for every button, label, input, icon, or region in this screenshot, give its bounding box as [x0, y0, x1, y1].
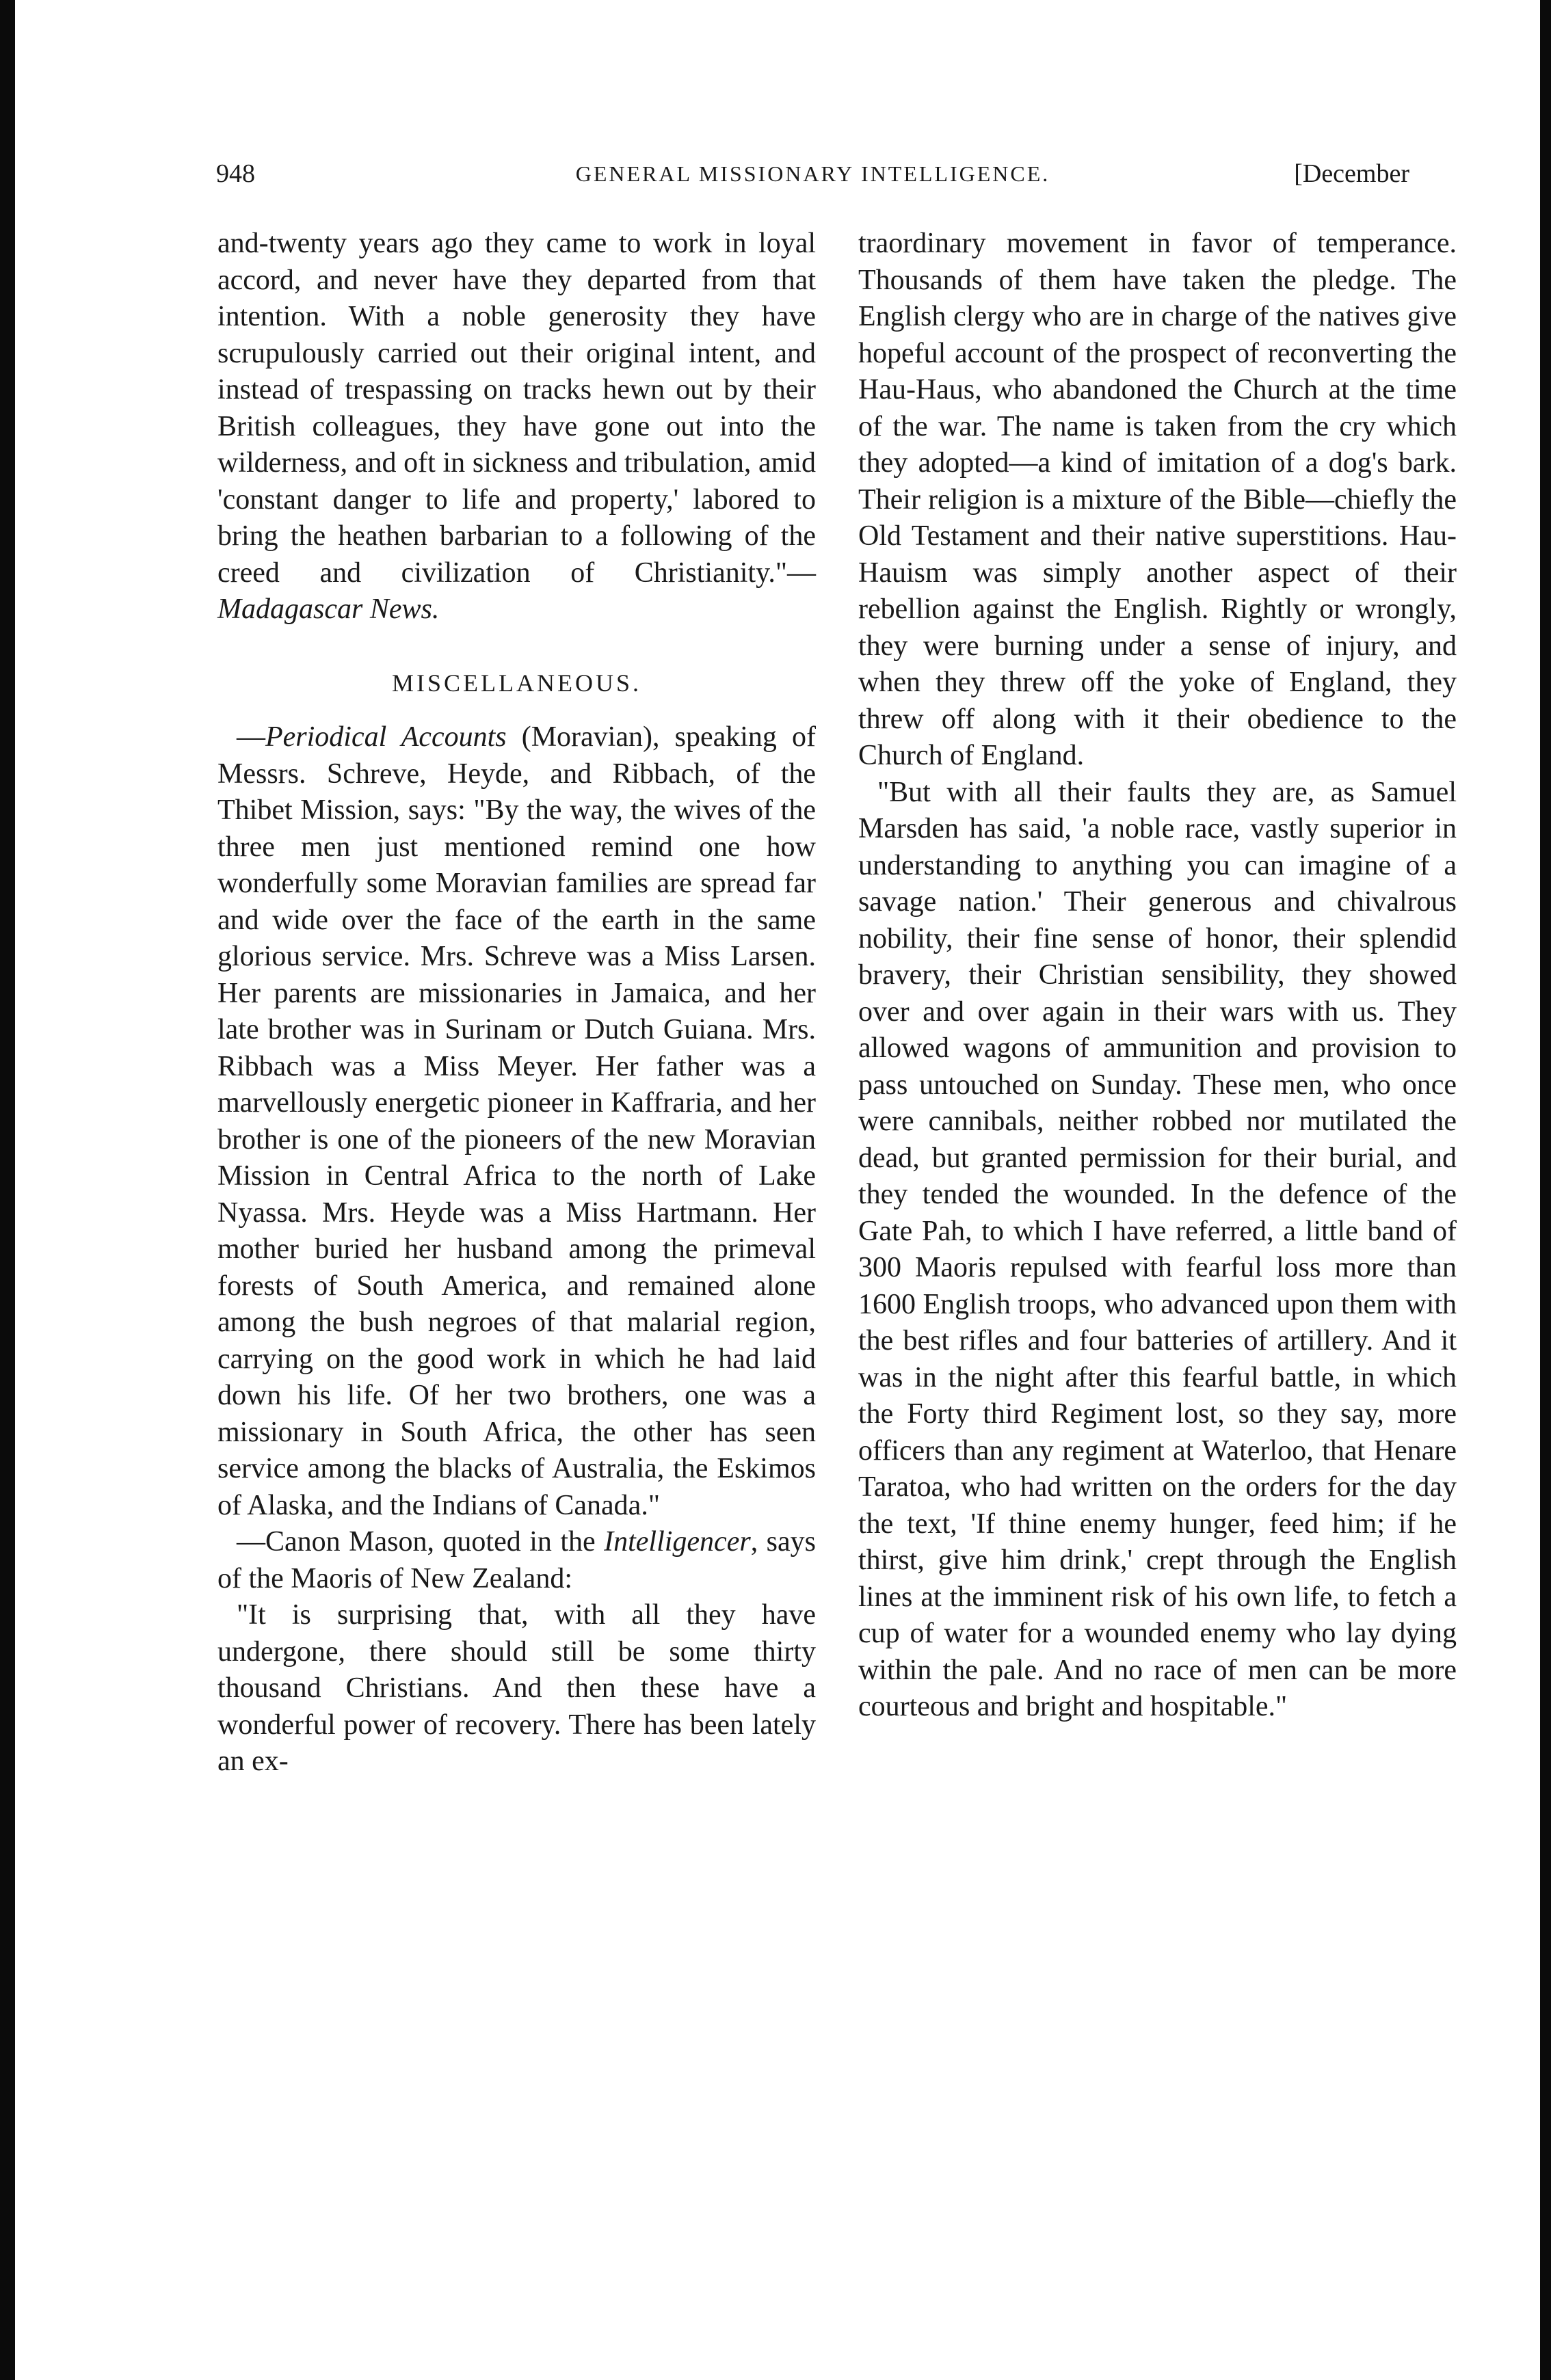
- right-paragraph-2: "But with all their faults they are, as Samuel Marsden has said, 'a noble race, vastly superior in understanding to anything you can imagine of a savage nation.' Their generous and chivalrous nobility, their fine sense of honor, their splendid bravery, their Christian sensibility, they showed over and over again in their wars with us. They allowed wagons of ammunition and provision to pass untouched on Sunday. These men, who once were cannibals, neither robbed nor mutilated the dead, but granted permission for their burial, and they tended the wounded. In the defence of the Gate Pah, to which I have referred, a little band of 300 Maoris repulsed with fearful loss more than 1600 English troops, who advanced upon them with the best rifles and four batteries of artillery. And it was in the night after this fearful battle, in which the Forty third Regiment lost, so they say, more officers than any regiment at Waterloo, that Henare Taratoa, who had written on the orders for the day the text, 'If thine enemy hunger, feed him; if he thirst, give him drink,' crept through the English lines at the imminent risk of his own life, to fetch a cup of water for a wounded enemy who lay dying within the pale. And no race of men can be more courteous and bright and hospitable.": [858, 776, 1457, 1722]
- left-paragraph-3: [217, 1524, 816, 1597]
- right-paragraph-1: traordinary movement in favor of temperance. Thousands of them have taken the pledge. The English clergy who are in charge of the natives give hopeful account of the prospect of reconverting the Hau-Haus, who abandoned the Church at the time of the war. The name is taken from the cry which they adopted—a kind of imitation of a dog's bark. Their religion is a mixture of the Bible—chiefly the Old Testament and their native superstitions. Hau-Hauism was simply another aspect of their rebellion against the English. Rightly or wrongly, they were burning under a sense of injury, and when they threw off the yoke of England, they threw off along with it their obedience to the Church of England.: [858, 228, 1457, 771]
- canon-mason-lead: —Canon Mason, quoted in the: [237, 1526, 605, 1557]
- madagascar-quote-body: and-twenty years ago they came to work in loyal accord, and never have they departed from that intention. With a noble generosity they have scrupulously carried out their original intent, and instead of trespassing on tracks hewn out by their British colleagues, they have gone out into the wilderness, and oft in sickness and tribulation, amid 'constant danger to life and property,' labored to bring the heathen barbarian to a following of the creed and civilization of Christianity."—: [217, 228, 816, 589]
- right-column: [858, 226, 1457, 1726]
- madagascar-attribution: Madagascar News.: [217, 593, 440, 625]
- left-paragraph-2: [217, 719, 816, 1524]
- periodical-lead: —: [237, 721, 265, 753]
- periodical-body: (Moravian), speaking of Messrs. Schreve, Heyde, and Ribbach, of the Thibet Mission, says: "By the way, the wives of the three men just mentioned remind one how wonderfully some Moravian families are spread far and wide over the face of the earth in the same glorious service. Mrs. Schreve was a Miss Larsen. Her parents are missionaries in Jamaica, and her late brother was in Surinam or Dutch Guiana. Mrs. Ribbach was a Miss Meyer. Her father was a marvellously energetic pioneer in Kaffraria, and her brother is one of the pioneers of the new Moravian Mission in Central Africa to the north of Lake Nyassa. Mrs. Heyde was a Miss Hartmann. Her mother buried her husband among the primeval forests of South America, and remained alone among the bush negroes of that malarial region, carrying on the good work in which he had laid down his life. Of her two brothers, one was a missionary in South Africa, the other has seen service among the blacks of Australia, the Eskimos of Alaska, and the Indians of Canada.": [217, 721, 816, 1521]
- section-heading-miscellaneous: MISCELLANEOUS.: [391, 669, 641, 697]
- scan-edge-left: [0, 0, 15, 2380]
- page-header: [216, 159, 1409, 200]
- periodical-title: Periodical Accounts: [265, 721, 507, 753]
- canon-mason-body: , says of the Maoris of New Zealand:: [217, 1526, 816, 1594]
- intelligencer-title: Intelligencer: [604, 1526, 751, 1557]
- running-date: [December: [1294, 159, 1409, 188]
- left-paragraph-4: "It is surprising that, with all they have undergone, there should still be some thirty thousand Christians. And then these have a wonderful power of recovery. There has been lately an ex-: [217, 1599, 816, 1777]
- page-number: 948: [216, 159, 255, 188]
- running-title: GENERAL MISSIONARY INTELLIGENCE.: [575, 161, 1050, 186]
- left-column: [217, 226, 816, 1780]
- left-paragraph-1: [217, 226, 816, 628]
- scan-edge-right: [1540, 0, 1551, 2380]
